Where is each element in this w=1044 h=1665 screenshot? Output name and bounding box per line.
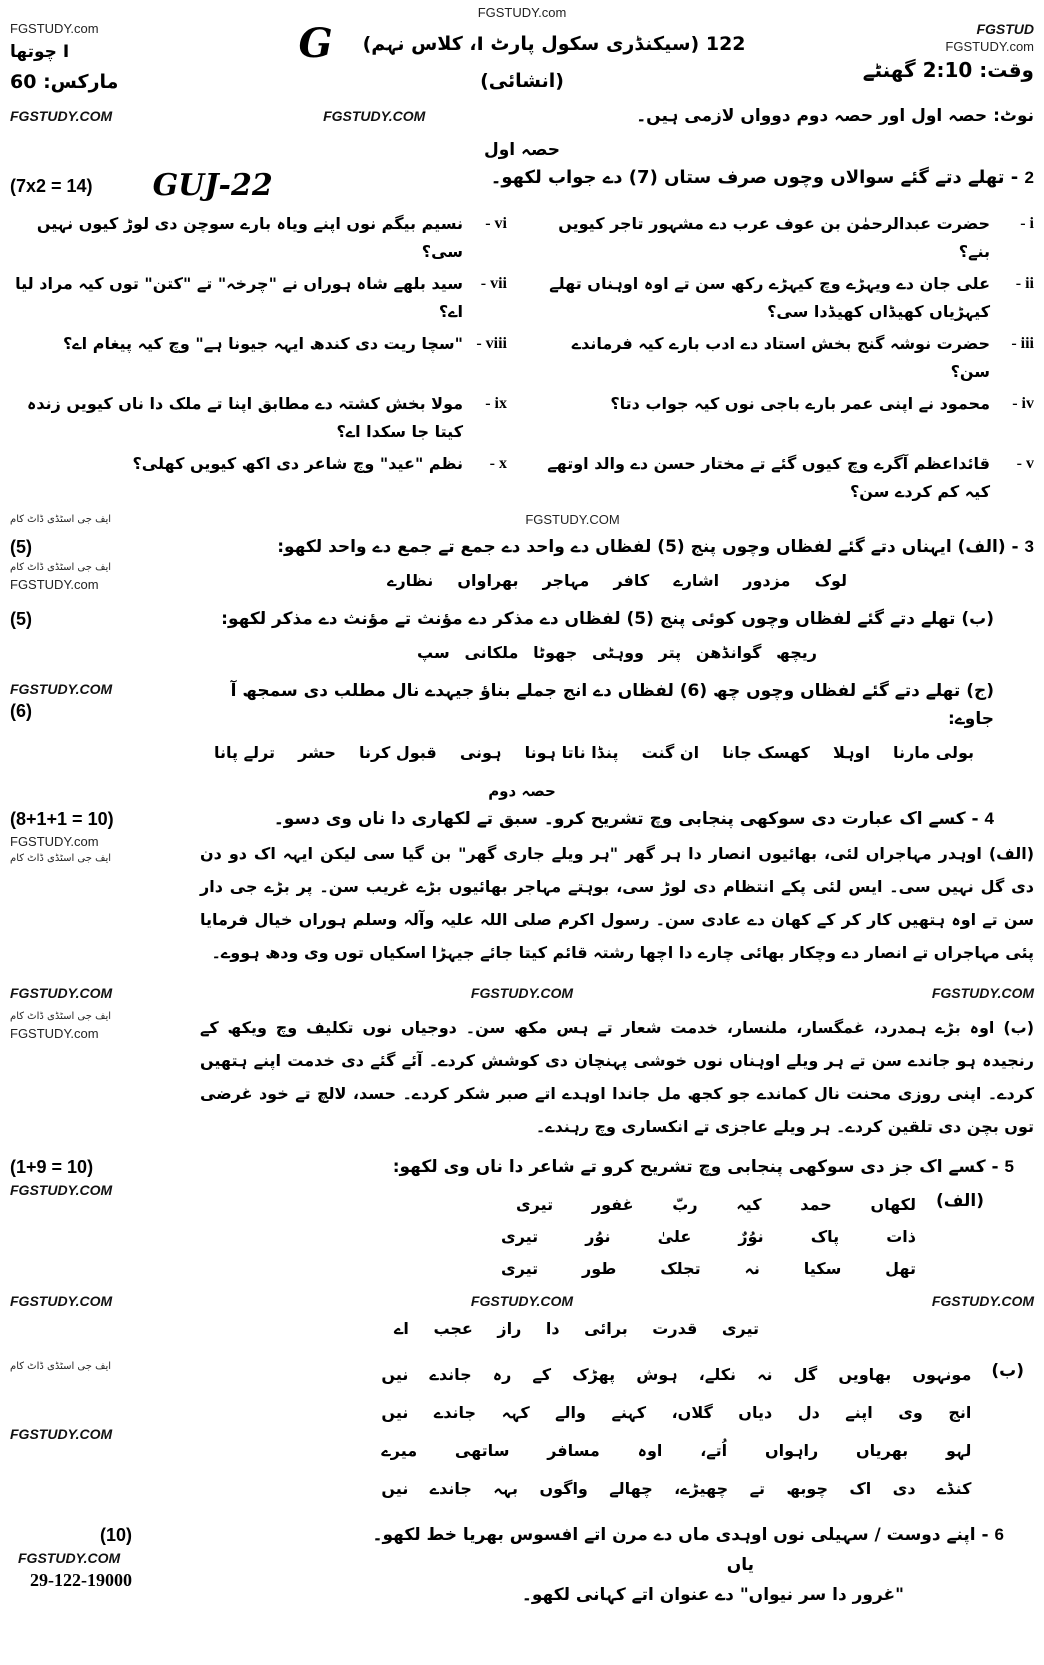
watermark-urdu: ایف جی اسٹڈی ڈاٹ کام <box>10 853 112 864</box>
word: برائی <box>584 1319 628 1338</box>
question-label <box>990 270 1034 298</box>
question-label-text: iii <box>1020 335 1034 352</box>
q3a-word-list <box>387 567 847 595</box>
handwritten-mark: G <box>298 20 333 67</box>
watermark: FGSTUDY.COM <box>323 108 426 124</box>
poem-line <box>501 1255 916 1283</box>
part-label: (ج) <box>966 681 994 701</box>
question-text: "سچا ریت دی کندھ ایہہ جیونا ہے" وچ کیہ پیغام اے؟ <box>63 334 463 353</box>
question-text: کسے اک عبارت دی سوکھی پنجابی وچ تشریح کرو۔ سبق تے لکھاری دا ناں وی دسو۔ <box>273 809 966 829</box>
word: تیری <box>721 1319 759 1338</box>
word: دا <box>545 1319 560 1338</box>
word: سپ <box>417 643 450 662</box>
question-label <box>463 330 507 358</box>
question-number: 6 <box>994 1525 1004 1544</box>
question-label-dash: - <box>1020 215 1030 232</box>
question-label-dash: - <box>480 275 491 292</box>
q5-part-b <box>200 1357 1034 1513</box>
word: کھسک جانا <box>722 743 810 762</box>
word: ربّ <box>672 1195 698 1214</box>
watermark-row <box>10 985 1034 1001</box>
q2-marks: (7x2 = 14) <box>10 175 93 196</box>
watermark: FGSTUDY.COM <box>931 985 1034 1001</box>
question-item <box>10 210 507 266</box>
question-label-dash: - <box>1015 275 1026 292</box>
question-label-dash: - <box>485 215 495 232</box>
word: مونہوں <box>912 1365 972 1384</box>
word: طور <box>582 1259 617 1278</box>
word: عجب <box>433 1319 473 1338</box>
section-heading-part-1: حصہ اول <box>483 140 561 160</box>
handwritten-code: GUJ-22 <box>152 168 273 203</box>
question-label-text: iv <box>1021 395 1034 412</box>
question-text: مولا بخش کشتہ دے مطابق اپنا تے ملک دا ناں کیویں زندہ کیتا جا سکدا اے؟ <box>27 394 463 441</box>
question-item <box>10 450 507 506</box>
instructions-note: نوٹ: حصہ اول اور حصہ دوم دوواں لازمی ہیں۔ <box>636 106 1034 126</box>
passage-text: اوہ بڑے ہمدرد، غمگسار، ملنسار، خدمت شعار تے ہس مکھ سن۔ دوجیاں نوں تکلیف وچ ویکھ کے رنجیدہ ہو جاندے سن تے ہر ویلے اوہناں نوں خوشی پہنچان دی کوشش کردے۔ آئے گئے دی خدمت اپنے ہتھیں کردے۔ اپنی روزی محنت نال کماندے جو کجھ مل جاندا اوہدے اتے صبر شکر کردے۔ حسد، لالچ تے خود غرضی توں بچن دی تلقین کردے۔ ہر ویلے عاجزی تے انکساری وچ رہندے۔ <box>200 1018 1034 1136</box>
poem-line <box>394 1315 759 1343</box>
question-text: کسے اک جز دی سوکھی پنجابی وچ تشریح کرو تے شاعر دا ناں وی لکھو: <box>392 1157 986 1177</box>
word: اے <box>394 1319 409 1338</box>
q3c-marks: (6) <box>10 701 32 721</box>
word: کہہ <box>501 1403 530 1422</box>
q3b-marks: (5) <box>10 609 32 629</box>
question-label-text: ii <box>1025 275 1034 292</box>
paper-header <box>10 21 1034 96</box>
question-item <box>10 330 507 386</box>
question-text-block <box>537 330 990 386</box>
word: بہہ <box>493 1479 519 1498</box>
question-item <box>537 450 1034 506</box>
word: تیری <box>516 1195 554 1214</box>
word: ذات <box>886 1227 916 1246</box>
word: گوانڈھن <box>695 643 762 662</box>
word: انج <box>948 1403 972 1422</box>
section-heading-part-2: حصہ دوم <box>488 782 556 800</box>
question-text-block <box>10 330 463 358</box>
watermark: FGSTUDY.COM <box>470 985 574 1001</box>
total-marks: مارکس: 60 <box>10 71 119 93</box>
word: واگوں <box>539 1479 588 1498</box>
note-row <box>10 102 1034 130</box>
word: اُتے، <box>700 1441 728 1460</box>
or-label: یاں <box>726 1555 754 1575</box>
word: ریچھ <box>776 643 817 662</box>
question-text: حضرت عبدالرحمٰن بن عوف عرب دے مشہور تاجر کیویں بنے؟ <box>558 214 990 261</box>
q4-row <box>10 805 1034 979</box>
word: حشر <box>298 743 336 762</box>
q3c-heading <box>200 677 1034 733</box>
q5-row <box>10 1153 1034 1287</box>
word: پتر <box>658 643 682 662</box>
question-label-dash: - <box>485 395 495 412</box>
question-number: 2 <box>1024 168 1034 187</box>
q4-passage-b <box>200 1011 1034 1143</box>
word: دیاں <box>738 1403 773 1422</box>
q4-passage-a <box>200 837 1034 969</box>
word: اشارے <box>673 571 720 590</box>
word: میرے <box>381 1441 418 1460</box>
watermark: FGSTUDY.COM <box>10 1182 113 1198</box>
question-text-continued: کیہڑیاں کھیڈاں کھیڈدا سی؟ <box>767 302 990 321</box>
word: نکلے، <box>698 1365 737 1384</box>
question-label-text: viii <box>485 335 507 352</box>
question-label-dash: - <box>1012 395 1022 412</box>
word: ان گنت <box>641 743 700 762</box>
question-label <box>463 390 507 418</box>
question-label <box>990 390 1034 418</box>
watermark-urdu: ایف جی اسٹڈی ڈاٹ کام <box>10 1361 112 1372</box>
q5-marks: (1+9 = 10) <box>10 1157 94 1177</box>
question-item <box>537 390 1034 446</box>
word: جاندے <box>429 1479 472 1498</box>
part-label: (الف) <box>957 537 1006 557</box>
question-number: 4 <box>984 809 994 828</box>
watermark: FGSTUDY.COM <box>10 1426 113 1442</box>
watermark-row <box>10 1293 1034 1309</box>
word: جاندے <box>433 1403 477 1422</box>
word: سکیا <box>803 1259 842 1278</box>
question-label-text: ix <box>494 395 507 412</box>
watermark: FGSTUDY.COM <box>10 985 113 1001</box>
paper-title: 122 (سیکنڈری سکول پارٹ I، کلاس نہم) <box>362 33 746 55</box>
word: پاک <box>810 1227 840 1246</box>
question-text: اپنے دوست / سہیلی نوں اوہدی ماں دے مرن اتے افسوس بھریا خط لکھو۔ <box>372 1525 976 1545</box>
question-text-block <box>10 450 463 478</box>
question-text-block <box>537 210 990 266</box>
q3b-word-list <box>417 639 817 667</box>
word: کہنے <box>611 1403 647 1422</box>
q2-heading-row <box>10 164 1034 204</box>
paper-number: I چوتھا <box>10 42 70 62</box>
word: گلاں، <box>671 1403 713 1422</box>
question-text-block <box>537 450 990 506</box>
word: بھراواں <box>457 571 519 590</box>
question-label <box>463 270 507 298</box>
word: جھوٹا <box>533 643 578 662</box>
question-text: نسیم بیگم نوں اپنے ویاہ بارے سوچن دی لوڑ کیوں نہیں سی؟ <box>36 214 463 261</box>
part-label: (ب) <box>961 609 994 629</box>
word: اوہ <box>637 1441 663 1460</box>
word: نہ <box>744 1259 760 1278</box>
watermark: FGSTUDY.com <box>945 39 1034 54</box>
question-text: قائداعظم آگرے وچ کیوں گئے تے مختار حسن دے والد اوتھے <box>547 454 990 473</box>
paper-code-footer: 29-122-19000 <box>30 1570 132 1590</box>
q6-alternative: "غرور دا سر نیواں" دے عنوان اتے کہانی لکھو۔ <box>521 1585 904 1605</box>
poem-line <box>381 1437 971 1465</box>
watermark: FGSTUDY.com <box>10 834 99 849</box>
part-label: (ب) <box>991 1361 1024 1381</box>
q6-marks: (10) <box>100 1525 133 1545</box>
question-text: ایہناں دتے گئے لفظاں وچوں پنج (5) لفظاں دے واحد دے جمع تے جمع دے واحد لکھو: <box>277 537 952 557</box>
word: قدرت <box>652 1319 698 1338</box>
word: چھالے <box>609 1479 653 1498</box>
word: ہوش <box>636 1365 678 1384</box>
watermark: FGSTUDY.com <box>477 5 567 20</box>
q3a-row <box>10 533 1034 605</box>
question-text: محمود نے اپنی عمر بارے باجی نوں کیہ جواب دتا؟ <box>610 394 990 413</box>
word: کنڈے <box>936 1479 972 1498</box>
question-number: 5 <box>1004 1157 1014 1176</box>
q3a-marks: (5) <box>10 537 32 557</box>
word: وی <box>898 1403 923 1422</box>
word: لوک <box>814 571 847 590</box>
watermark-urdu: ایف جی اسٹڈی ڈاٹ کام <box>10 514 112 525</box>
question-item <box>10 270 507 326</box>
word: ہونی <box>459 743 502 762</box>
question-text: حضرت نوشہ گنج بخش استاد دے ادب بارے کیہ فرماندے سن؟ <box>571 334 990 381</box>
word: دی <box>892 1479 916 1498</box>
watermark: FGSTUDY.COM <box>10 108 113 124</box>
question-text: تھلے دتے گئے لفظاں وچوں کوئی پنج (5) لفظاں دے مذکر دے مؤنث تے مؤنث دے مذکر لکھو: <box>221 609 956 629</box>
word: چھیڑے، <box>674 1479 729 1498</box>
word: نظارے <box>387 571 434 590</box>
word: تے <box>749 1479 765 1498</box>
word: راز <box>497 1319 522 1338</box>
question-text-block <box>537 390 990 418</box>
question-text: تھلے دتے گئے لفظاں وچوں چھ (6) لفظاں دے انج جملے بناؤ جیہدے نال مطلب دی سمجھ آ جاوے: <box>230 681 994 729</box>
part-label: (الف) <box>936 1191 984 1211</box>
word: کے <box>532 1365 552 1384</box>
question-text: تھلے دتے گئے سوالاں وچوں صرف ستاں (7) دے جواب لکھو۔ <box>490 167 1005 188</box>
word: مزدور <box>743 571 791 590</box>
watermark: FGSTUDY.COM <box>18 1550 121 1566</box>
question-text: سید بلھے شاہ ہوراں نے "چرخہ" تے "کتن" توں کیہ مراد لیا اے؟ <box>15 274 463 321</box>
word: والے <box>555 1403 586 1422</box>
word: لکھاں <box>870 1195 916 1214</box>
word: راہواں <box>764 1441 819 1460</box>
word: نوُر <box>585 1227 611 1246</box>
word: دل <box>797 1403 820 1422</box>
q3c-row <box>10 677 1034 733</box>
poem-line <box>381 1399 971 1427</box>
q3b-heading <box>200 605 1034 633</box>
question-label-text: x <box>499 455 507 472</box>
word: کیہ <box>736 1195 762 1214</box>
q4-marks: (8+1+1 = 10) <box>10 809 114 829</box>
word: نیں <box>381 1479 409 1498</box>
question-label <box>990 450 1034 478</box>
watermark: FGSTUDY.com <box>10 1026 99 1041</box>
question-text-block <box>10 270 463 326</box>
word: پھڑک <box>572 1365 616 1384</box>
paper-subtitle: (انشائی) <box>480 70 564 92</box>
watermark-row <box>10 512 1034 527</box>
poem-line <box>516 1191 916 1219</box>
question-label <box>990 210 1034 238</box>
question-item <box>537 270 1034 326</box>
poem-line <box>501 1223 916 1251</box>
question-text-block <box>537 270 990 326</box>
word: تجلک <box>660 1259 701 1278</box>
word: ترلے پانا <box>214 743 275 762</box>
word: مہاجر <box>542 571 590 590</box>
question-label <box>990 330 1034 358</box>
q2-heading: 2 - تھلے دتے گئے سوالاں وچوں صرف ستاں (7) دے جواب لکھو۔ <box>490 167 1034 188</box>
word: تھل <box>885 1259 916 1278</box>
question-item <box>537 210 1034 266</box>
watermark: FGSTUDY.COM <box>931 1293 1034 1309</box>
word: ووہٹی <box>591 643 644 662</box>
q5-heading: 5 - کسے اک جز دی سوکھی پنجابی وچ تشریح کرو تے شاعر دا ناں وی لکھو: <box>392 1157 1014 1177</box>
word: اپنے <box>845 1403 873 1422</box>
word: علیٰ <box>657 1227 692 1246</box>
word: نیں <box>381 1365 409 1384</box>
q4b-row <box>10 1007 1034 1153</box>
question-label-dash: - <box>1011 335 1021 352</box>
word: ملکانی <box>464 643 519 662</box>
word: اک <box>849 1479 872 1498</box>
question-text: علی جان دے ویہڑے وچ کیہڑے رکھ سن تے اوہ اوہناں تھلے <box>549 274 990 293</box>
q3b-row <box>10 605 1034 677</box>
word: غفور <box>591 1195 634 1214</box>
poem-line <box>381 1361 971 1389</box>
q2-question-list <box>10 210 1034 506</box>
question-number: 3 <box>1024 537 1034 556</box>
question-label-text: vii <box>490 275 507 292</box>
watermark: FGSTUDY.COM <box>10 1293 113 1309</box>
word: پنڈا ناتا ہونا <box>524 743 619 762</box>
word: گل <box>793 1365 818 1384</box>
word: قبول کرنا <box>358 743 437 762</box>
watermark: FGSTUDY.com <box>10 21 99 36</box>
word: اوہلا <box>832 743 870 762</box>
question-text-block <box>10 390 463 446</box>
q5b-row <box>10 1357 1034 1513</box>
q6-row <box>10 1521 1034 1609</box>
part-label: (ب) <box>1003 1018 1035 1037</box>
q3a-heading: 3 - (الف) ایہناں دتے گئے لفظاں وچوں پنج (5) لفظاں دے واحد دے جمع تے جمع دے واحد لکھو: <box>277 537 1034 557</box>
word: تیری <box>501 1227 539 1246</box>
question-text: نظم "عید" وچ شاعر دی اکھ کیویں کھلی؟ <box>132 454 463 473</box>
question-label-text: v <box>1026 455 1034 472</box>
watermark: FGSTUDY.COM <box>525 512 620 527</box>
word: بھریاں <box>855 1441 909 1460</box>
poem-line <box>381 1475 971 1503</box>
watermark: FGSTUDY.COM <box>470 1293 574 1309</box>
question-label-text: i <box>1029 215 1034 232</box>
part-label: (الف) <box>988 844 1035 863</box>
word: نوُرٌ <box>738 1227 764 1246</box>
passage-text: اوہدر مہاجراں لئی، بھائیوں انصار دا ہر گھر "ہر ویلے جاری گھر" بن گیا سی لیکن ایہہ اک دو دن دی گل نہیں سی۔ ایس لئی پکے انتظام دی لوڑ سی، بوہتے مہاجر بھائیوں بڑے غریب سن۔ پر بڑے جی دار سن تے اوہ ہتھیں کار کر کے کھان دے عادی سن۔ رسول اکرم صلی اللہ علیہ وآلہ وسلم ہوراں خیال فرمایا پئی مہاجراں تے انصار دے وچکار بھائی چارے دا اچھا رشتہ قائم کیتا جائے جیہڑا اسکیاں توں وی ودھ ہووے۔ <box>200 844 1035 962</box>
q4-heading: 4 - کسے اک عبارت دی سوکھی پنجابی وچ تشریح کرو۔ سبق تے لکھاری دا ناں وی دسو۔ <box>273 809 994 829</box>
watermark: FGSTUDY.COM <box>10 681 113 697</box>
question-item <box>10 390 507 446</box>
word: کافر <box>613 571 650 590</box>
question-label-text: vi <box>494 215 507 232</box>
time-allowed: وقت: 2:10 گھنٹے <box>862 58 1034 82</box>
question-label-dash: - <box>1016 455 1026 472</box>
word: رہ <box>492 1365 512 1384</box>
word: ساتھی <box>454 1441 510 1460</box>
watermark-urdu: ایف جی اسٹڈی ڈاٹ کام <box>10 1011 112 1022</box>
q6-heading: 6 - اپنے دوست / سہیلی نوں اوہدی ماں دے مرن اتے افسوس بھریا خط لکھو۔ <box>372 1525 1004 1545</box>
question-label-dash: - <box>476 335 486 352</box>
question-label-dash: - <box>489 455 499 472</box>
question-text-continued: کیہ کم کردے سن؟ <box>849 482 990 501</box>
word: بولی مارنا <box>893 743 974 762</box>
watermark: FGSTUD <box>976 21 1034 37</box>
word: مسافر <box>547 1441 600 1460</box>
question-label <box>463 450 507 478</box>
q5-part-a <box>200 1187 1034 1287</box>
question-label <box>463 210 507 238</box>
question-item <box>537 330 1034 386</box>
word: بھاویں <box>838 1365 892 1384</box>
word: جاندے <box>429 1365 472 1384</box>
watermark-urdu: ایف جی اسٹڈی ڈاٹ کام <box>10 562 112 573</box>
word: نہ <box>757 1365 773 1384</box>
word: لہو <box>945 1441 972 1460</box>
watermark-row <box>10 2 1034 21</box>
word: حمد <box>800 1195 832 1214</box>
question-text-block <box>10 210 463 266</box>
q3c-word-list <box>214 739 974 767</box>
word: تیری <box>501 1259 539 1278</box>
word: نیں <box>381 1403 409 1422</box>
watermark: FGSTUDY.com <box>10 577 99 592</box>
word: چوبھ <box>786 1479 828 1498</box>
